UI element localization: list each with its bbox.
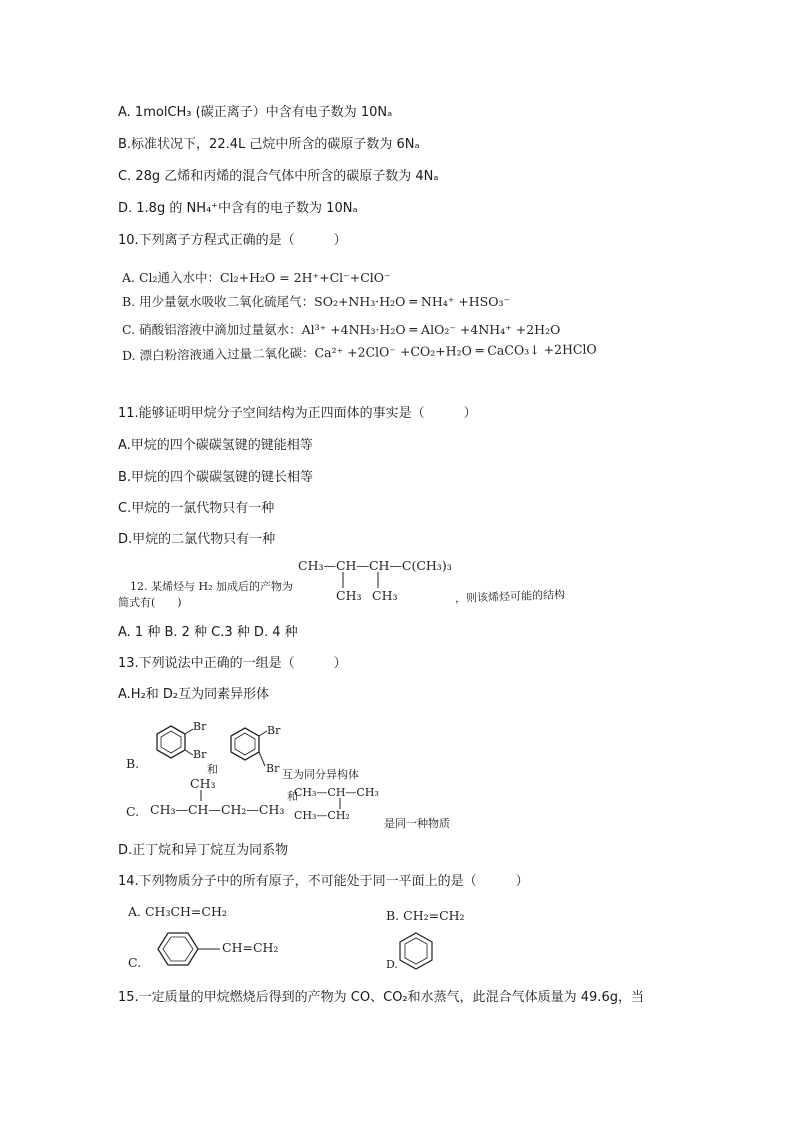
br-label-2: Br (193, 748, 207, 761)
q11-stem: 11.能够证明甲烷分子空间结构为正四面体的事实是（ ） (118, 406, 477, 421)
q10-option-a: A. Cl₂通入水中：Cl₂+H₂O = 2H⁺+Cl⁻+ClO⁻ (122, 270, 391, 285)
q13-option-c-text: 是同一种物质 (384, 817, 450, 830)
q13-c-right-top: CH₃—CH—CH₃ (294, 786, 379, 799)
q9-option-b: B.标准状况下，22.4L 己烷中所含的碳原子数为 6Nₐ (118, 137, 420, 152)
q12-options: A. 1 种 B. 2 种 C.3 种 D. 4 种 (118, 625, 298, 640)
q13-option-d: D.正丁烷和异丁烷互为同系物 (118, 843, 289, 858)
q11-option-a: A.甲烷的四个碳碳氢键的键能相等 (118, 438, 313, 453)
br-label-3: Br (267, 724, 281, 737)
q14-stem: 14.下列物质分子中的所有原子，不可能处于同一平面上的是（ ） (118, 874, 529, 889)
q10-stem: 10.下列离子方程式正确的是（ ） (118, 233, 347, 248)
br-label-1: Br (193, 720, 207, 733)
q11-option-d: D.甲烷的二氯代物只有一种 (118, 532, 276, 547)
q13-option-b-label: B. (126, 756, 140, 771)
q12-stem-part2: 简式有( ) (118, 596, 182, 609)
q13-c-left-bond (190, 790, 210, 802)
benzene-ring-icon (148, 928, 228, 972)
q11-option-b: B.甲烷的四个碳碳氢键的键长相等 (118, 470, 314, 485)
q10-option-c: C. 硝酸铝溶液中滴加过量氨水：Al³⁺ +4NH₃·H₂O ═ AlO₂⁻ +4NH₄⁺ +2H₂O (122, 322, 561, 337)
q15-stem: 15.一定质量的甲烷燃烧后得到的产物为 CO、CO₂和水蒸气，此混合气体质量为 49.6g，当 (118, 990, 644, 1005)
q12-stem-part1: 12. 某烯烃与 H₂ 加成后的产物为 (130, 580, 293, 593)
q12-structure-sub1: CH₃ (336, 588, 362, 603)
q10-option-b: B. 用少量氨水吸收二氧化硫尾气：SO₂+NH₃·H₂O ═ NH₄⁺ +HSO₃⁻ (122, 294, 511, 309)
q12-structure-bonds (330, 570, 390, 590)
q14-option-c-substituent: CH=CH₂ (222, 940, 279, 955)
meta-dibromobenzene-icon (231, 728, 267, 766)
q10-option-d: D. 漂白粉溶液通入过量二氧化碳：Ca²⁺ +2ClO⁻ +CO₂+H₂O ═ CaCO₃↓ +2HClO (121, 341, 597, 363)
q13-c-right-bottom: CH₃—CH₂ (294, 809, 350, 822)
q13-b-and: 和 (207, 763, 218, 776)
q14-option-d-label: D. (386, 958, 398, 971)
q9-option-a: A. 1molCH₃ (碳正离子）中含有电子数为 10Nₐ (118, 105, 393, 120)
q13-option-a: A.H₂和 D₂互为同素异形体 (118, 687, 270, 702)
br-label-4: Br (266, 762, 280, 775)
q12-structure-sub2: CH₃ (372, 588, 398, 603)
q14-option-c-label: C. (128, 955, 142, 970)
q14-option-b: B. CH₂=CH₂ (386, 908, 465, 923)
q13-stem: 13.下列说法中正确的一组是（ ） (118, 656, 347, 671)
q12-stem-part3: ，则该烯烃可能的结构 (454, 588, 566, 605)
q14-option-a: A. CH₃CH=CH₂ (128, 904, 227, 919)
q13-c-left-main: CH₃—CH—CH₂—CH₃ (150, 802, 285, 817)
q13-c-and: 和 (287, 790, 298, 803)
q9-option-c: C. 28g 乙烯和丙烯的混合气体中所含的碳原子数为 4Nₐ (118, 169, 439, 184)
q13-option-b-text: 互为同分异构体 (282, 768, 359, 781)
q13-option-c-label: C. (126, 804, 140, 819)
ortho-dibromobenzene-icon (157, 726, 193, 758)
q11-option-c: C.甲烷的一氯代物只有一种 (118, 501, 275, 516)
benzene-icon (396, 930, 440, 970)
q9-option-d: D. 1.8g 的 NH₄⁺中含有的电子数为 10Nₐ (118, 201, 358, 216)
q12-structure-main: CH₃—CH—CH—C(CH₃)₃ (298, 558, 452, 573)
q13-c-left-top: CH₃ (190, 776, 216, 791)
